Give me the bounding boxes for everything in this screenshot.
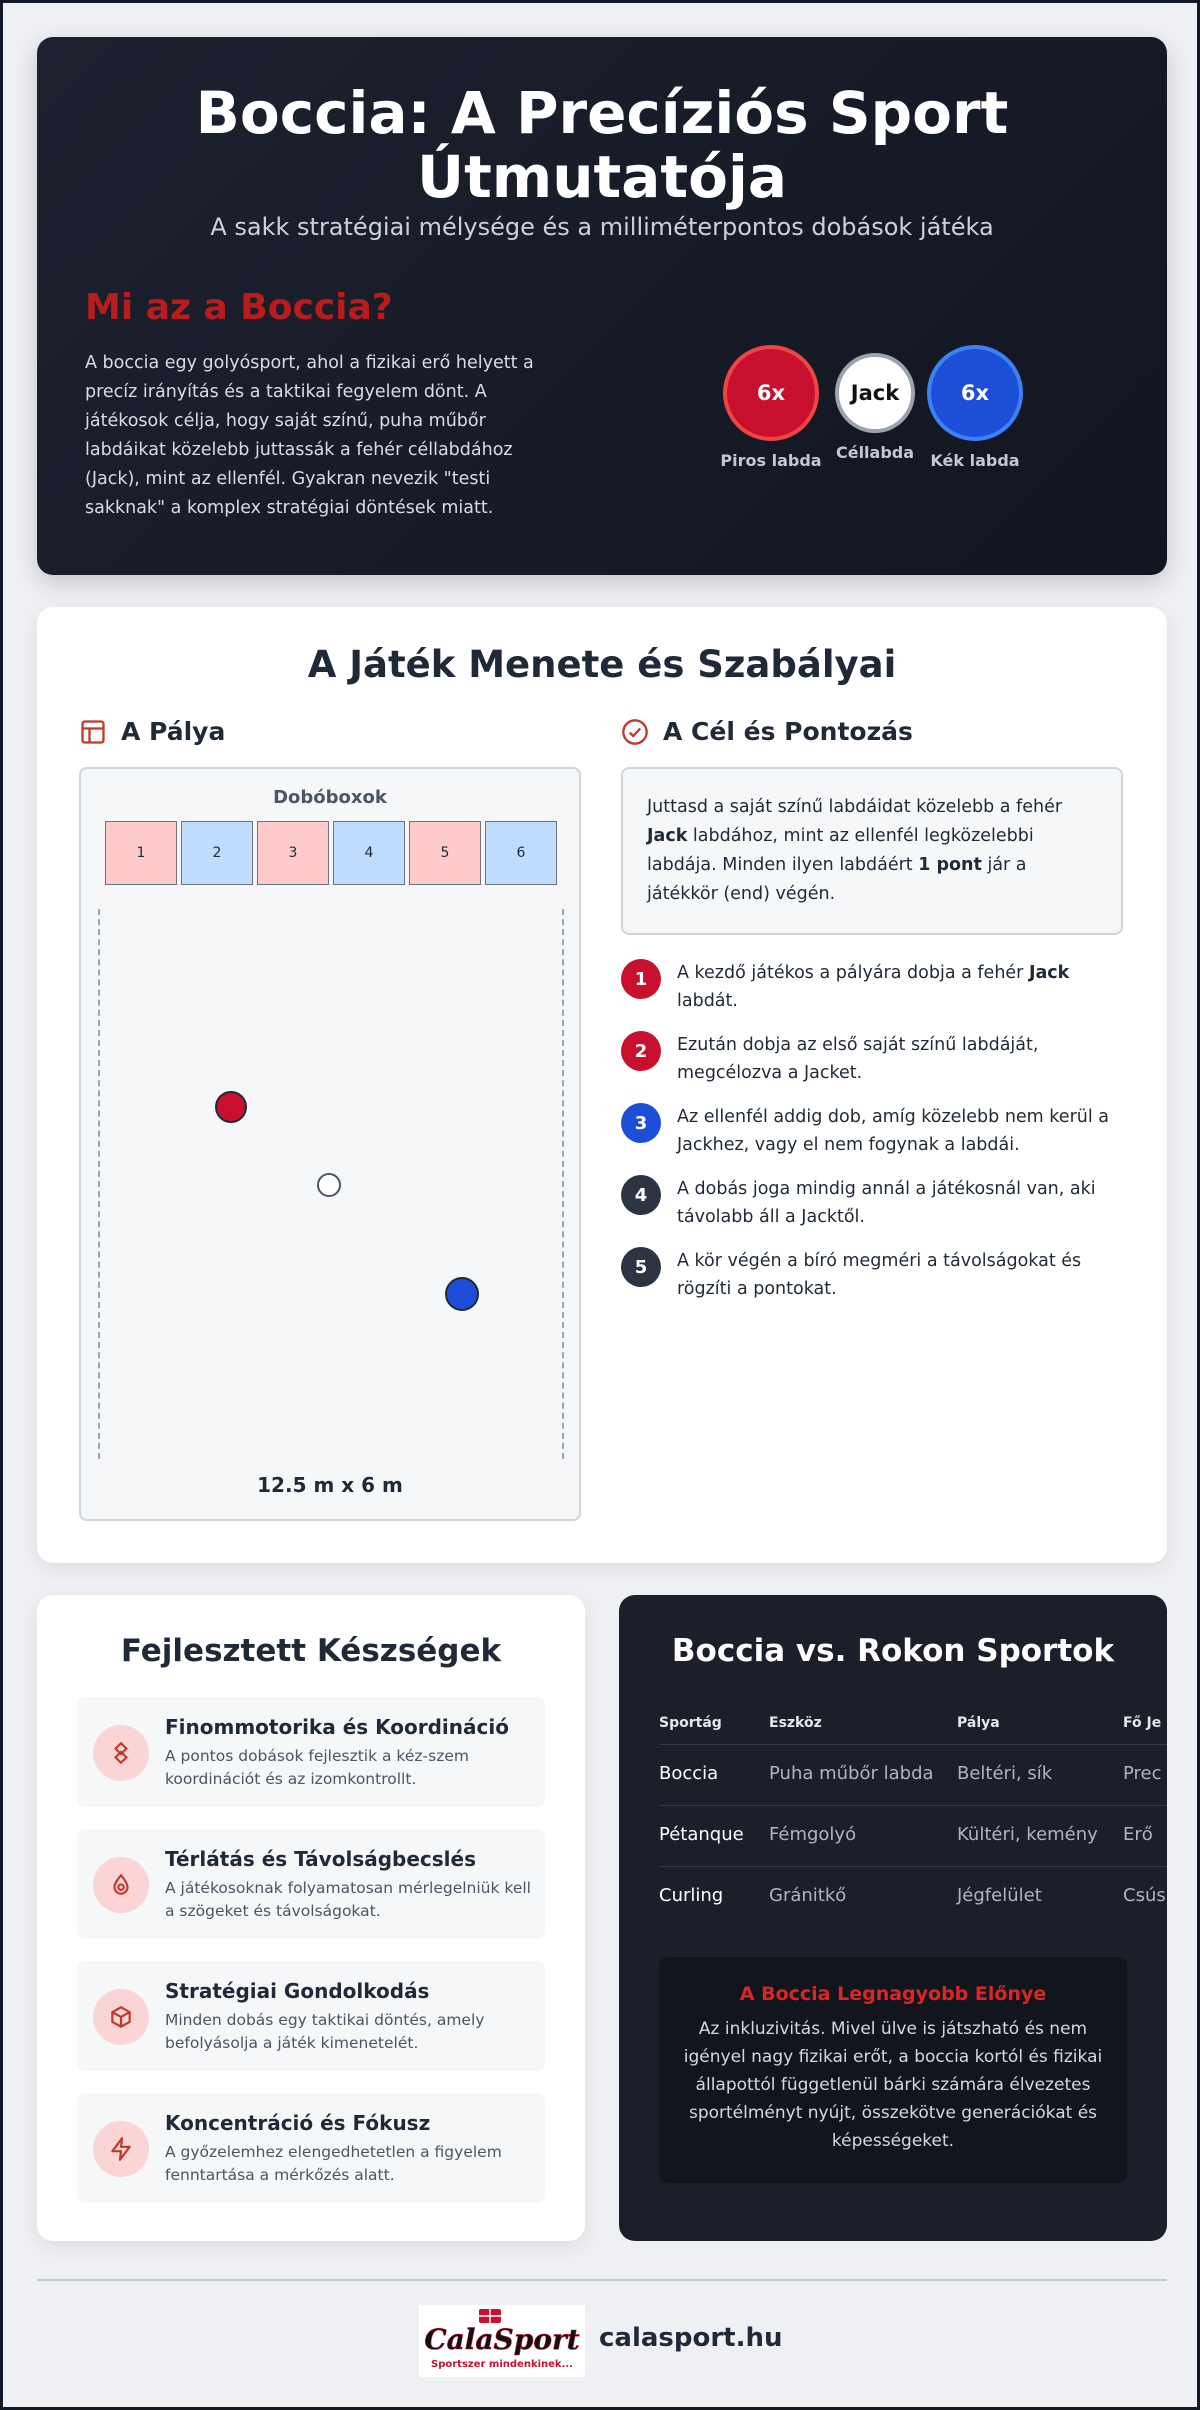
table-row <box>659 1745 1167 1806</box>
skill-title: Stratégiai Gondolkodás <box>165 1979 430 2003</box>
throwing-box-3: 3 <box>257 821 329 885</box>
step-number: 4 <box>621 1175 661 1215</box>
step-text-part: A kezdő játékos a pályára dobja a fehér <box>677 963 1029 983</box>
table-cell: Gránitkő <box>769 1885 847 1906</box>
table-cell: Kültéri, kemény <box>957 1824 1098 1845</box>
skill-title: Finommotorika és Koordináció <box>165 1715 509 1739</box>
goal-text-part: Juttasd a saját színű labdáidat közelebb a fehér <box>647 797 1063 817</box>
table-cell: Beltéri, sík <box>957 1763 1053 1784</box>
calasport-logo[interactable] <box>419 2305 585 2377</box>
step-number: 2 <box>621 1031 661 1071</box>
table-cell: Pétanque <box>659 1824 744 1845</box>
throwing-box-4: 4 <box>333 821 405 885</box>
step-text-part: labdát. <box>677 991 738 1011</box>
skill-card <box>77 1829 545 1939</box>
target-pin-icon <box>93 1857 149 1913</box>
diamond-shapes-icon <box>93 1725 149 1781</box>
skills-heading: Fejlesztett Készségek <box>120 1633 502 1669</box>
advantage-title: A Boccia Legnagyobb Előnye <box>739 1983 1047 2005</box>
layout-icon <box>79 718 107 746</box>
court-dimensions: 12.5 m x 6 m <box>257 1473 403 1497</box>
table-cell: Erő <box>1123 1824 1153 1845</box>
court-left-line <box>98 909 100 1459</box>
throwing-box-5: 5 <box>409 821 481 885</box>
rule-step <box>621 1247 1131 1303</box>
table-cell: Fémgolyó <box>769 1824 857 1845</box>
goal-heading <box>621 717 913 746</box>
blue-ball-figure <box>917 345 1033 470</box>
court-right-line <box>562 909 564 1459</box>
rules-section <box>37 607 1167 1563</box>
blue-ball-caption: Kék labda <box>930 451 1020 470</box>
red-ball-count: 6x <box>756 381 786 405</box>
logo-tagline: Sportszer mindenkinek... <box>431 2359 573 2370</box>
skill-description: Minden dobás egy taktikai döntés, amely befolyásolja a játék kimenetelét. <box>165 2011 485 2052</box>
skill-title: Koncentráció és Fókusz <box>165 2111 431 2135</box>
rule-step <box>621 1103 1131 1159</box>
table-row <box>659 1867 1167 1928</box>
court-jack-ball <box>317 1173 341 1197</box>
table-row <box>659 1806 1167 1867</box>
lightning-icon <box>93 2121 149 2177</box>
goal-text-bold: Jack <box>647 826 688 846</box>
goal-text-bold: 1 pont <box>918 855 982 875</box>
logo-text: CalaSport <box>424 2323 580 2356</box>
court-diagram <box>79 767 581 1521</box>
step-text: Ezután dobja az első saját színű labdáját, megcélozva a Jacket. <box>677 1035 1039 1083</box>
jack-ball-caption: Céllabda <box>835 443 915 462</box>
court-heading <box>79 717 225 746</box>
what-is-boccia-text: A boccia egy golyósport, ahol a fizikai erő helyett a precíz irányítás és a taktikai fegyelem dönt. A játékosok célja, hogy saját színű, puha műbőr labdáikat közelebb juttassák a fehér céllabdához (Jack), mint az ellenfél. Gyakran nevezik "testi sakknak" a komplex stratégiai döntések miatt. <box>85 353 534 518</box>
step-text: A dobás joga mindig annál a játékosnál van, aki távolabb áll a Jacktől. <box>677 1179 1096 1227</box>
red-ball-figure <box>713 345 829 470</box>
table-header-cell: Sportág <box>659 1715 722 1731</box>
court-blue-ball <box>445 1277 479 1311</box>
table-cell: Curling <box>659 1885 724 1906</box>
goal-text-part: labdához, mint az ellenfél legközelebbi labdája. Minden ilyen labdáért <box>647 826 1034 875</box>
skill-title: Térlátás és Távolságbecslés <box>165 1847 476 1871</box>
table-cell: Boccia <box>659 1763 719 1784</box>
footer-divider <box>37 2279 1167 2281</box>
step-text-bold: Jack <box>1028 963 1070 983</box>
site-link[interactable]: calasport.hu <box>599 2323 783 2353</box>
page-title-line2: Útmutatója <box>416 143 787 211</box>
table-header-row <box>659 1705 1167 1745</box>
skill-card <box>77 2093 545 2203</box>
jack-ball-icon <box>835 353 915 433</box>
goal-text-part: jár a játékkör (end) végén. <box>647 855 1027 904</box>
table-cell: Puha műbőr labda <box>769 1763 934 1784</box>
skill-card <box>77 1961 545 2071</box>
cube-icon <box>93 1989 149 2045</box>
table-cell: Prec <box>1123 1763 1162 1784</box>
advantage-text: Az inkluzivitás. Mivel ülve is játszható és nem igényel nagy fizikai erőt, a boccia kortól és fizikai állapottól függetlenül bárki számára élvezetes sportélményt nyújt, összekötve generációkat és képességeket. <box>683 2019 1103 2151</box>
blue-ball-icon <box>927 345 1023 441</box>
rule-step <box>621 1031 1131 1087</box>
skill-description: A játékosoknak folyamatosan mérlegelniük kell a szögeket és távolságokat. <box>165 1879 531 1920</box>
red-ball-icon <box>723 345 819 441</box>
page-title-line1: Boccia: A Precíziós Sport <box>195 79 1009 147</box>
advantage-box <box>659 1957 1127 2183</box>
blue-ball-count: 6x <box>960 381 990 405</box>
skill-card <box>77 1697 545 1807</box>
skill-description: A győzelemhez elengedhetetlen a figyelem fenntartása a mérkőzés alatt. <box>165 2143 502 2184</box>
step-text <box>677 959 1131 1015</box>
throwing-boxes-label: Dobóboxok <box>273 787 387 808</box>
goal-description <box>621 767 1123 935</box>
throwing-box-6: 6 <box>485 821 557 885</box>
check-circle-icon <box>621 718 649 746</box>
red-ball-caption: Piros labda <box>720 451 822 470</box>
step-number: 1 <box>621 959 661 999</box>
rule-step <box>621 959 1131 1015</box>
throwing-box-2: 2 <box>181 821 253 885</box>
step-number: 5 <box>621 1247 661 1287</box>
skills-section <box>37 1595 585 2241</box>
page-subtitle: A sakk stratégiai mélysége és a milliméterpontos dobások játéka <box>210 213 994 241</box>
comparison-heading: Boccia vs. Rokon Sportok <box>671 1633 1115 1669</box>
rules-heading: A Játék Menete és Szabályai <box>307 643 897 686</box>
what-is-boccia-heading: Mi az a Boccia? <box>85 287 393 328</box>
jack-ball-label: Jack <box>850 381 900 405</box>
throwing-box-1: 1 <box>105 821 177 885</box>
table-header-cell: Fő Je <box>1123 1715 1162 1731</box>
court-red-ball <box>215 1091 247 1123</box>
jack-ball-figure <box>825 353 925 462</box>
skill-description: A pontos dobások fejlesztik a kéz-szem koordinációt és az izomkontrollt. <box>165 1747 469 1788</box>
comparison-section <box>619 1595 1167 2241</box>
step-number: 3 <box>621 1103 661 1143</box>
table-cell: Csús <box>1123 1885 1166 1906</box>
rule-step <box>621 1175 1131 1231</box>
table-cell: Jégfelület <box>957 1885 1042 1906</box>
court-heading-label: A Pálya <box>121 717 226 746</box>
page-title <box>37 81 1167 209</box>
table-header-cell: Pálya <box>957 1715 1000 1731</box>
step-text: A kör végén a bíró megméri a távolságokat és rögzíti a pontokat. <box>677 1251 1082 1299</box>
hero-section <box>37 37 1167 575</box>
table-header-cell: Eszköz <box>769 1715 822 1731</box>
step-text: Az ellenfél addig dob, amíg közelebb nem kerül a Jackhez, vagy el nem fogynak a labdái. <box>677 1107 1110 1155</box>
goal-heading-label: A Cél és Pontozás <box>663 717 913 746</box>
